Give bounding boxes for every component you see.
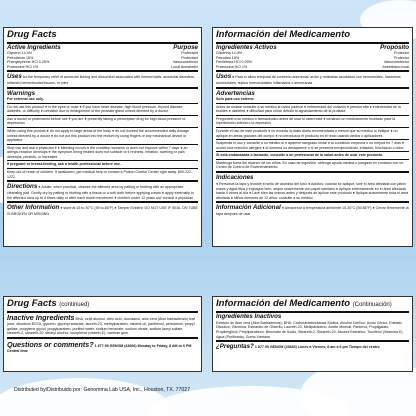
ingredient-purpose: Vasoconstrictor — [172, 60, 198, 65]
external-use-note: For external use only. — [7, 96, 44, 101]
questions-section — [216, 340, 409, 351]
ingredient-name: Glycerin 14.4% — [7, 50, 33, 55]
warning-line: Do not use this product ● in the eyes or nose ● if you have heart disease, high blood pressure, thyroid disease, diabetes, or difficulty in urination due to enlargement of the prostate gland unless directed by a doctor — [7, 103, 198, 114]
uses-section — [216, 70, 409, 86]
ingredient-name: Pramoxina HCl 1% — [216, 64, 248, 69]
directions-text: ● Remueva la tapa y levante el sello de aluminio del tubo ● Adultos: cuando se aplique, lave el área afectada con jabón suave y agua tibia y enjuague bien, seque suavemente con papel sanitario ● Aplique externamente en el área afectada hasta 4 veces al día ● Lave bien las manos antes y después de aplicar este producto ● Aplique suavemente toda el área afectada ● Niños menores de 12 años: consulte a su médico — [216, 182, 409, 200]
inactive-ingredients-heading: Ingredientes Inactivos — [216, 312, 282, 320]
warning-line: Durante el uso de este producto ● no exceda la dosis diaria recomendada a menos que su médico lo indique ● no aplique en áreas grandes del cuerpo ● no introduzca el producto en el recto usando dedos o aplicadores — [216, 127, 409, 138]
other-information-text: ● store at 15 to 30°C (59 to 86°F) ● Tamper Evident: DO NOT USE IF SEAL ON TUBE IS BROKEN OR MISSING — [7, 206, 198, 217]
questions-section — [7, 337, 198, 354]
warnings-section — [7, 87, 198, 179]
warning-line: Antes de usarse consulte a su médico si usted padece ● enfermedad del corazón ● presión alta ● enfermedad de la tiroides ● diabetes ● dificultad para orinar debido al agrandamiento de la próstata — [216, 103, 409, 114]
ingredient-purpose: Protectant — [181, 50, 198, 55]
panel-title-suffix: (Continuación) — [352, 302, 392, 308]
panel-title: Drug Facts — [7, 30, 198, 44]
directions-section — [216, 171, 409, 200]
warning-line: Ask a doctor or pharmacist before use if you are ● presently taking a prescription drug for high blood pressure or depression — [7, 115, 198, 126]
directions-heading: Indicaciones — [216, 174, 254, 182]
other-information-heading: Other Information — [7, 204, 60, 212]
ingredient-purpose: Protectant — [181, 55, 198, 60]
uses-heading: Usos — [216, 73, 232, 81]
ingredient-row — [7, 65, 198, 70]
panel-title: Información del Medicamento — [216, 30, 409, 44]
directions-heading: Directions — [7, 183, 38, 191]
active-ingredients-header — [7, 44, 198, 51]
ingredient-list — [216, 51, 409, 70]
uses-heading: Uses — [7, 73, 22, 81]
warnings-section — [216, 87, 409, 170]
ingredient-name: Glicerina 14.4% — [216, 50, 243, 55]
ingredient-purpose: Anestésico local — [382, 64, 409, 69]
purpose-heading: Purpose — [173, 43, 198, 51]
inactive-ingredients-text: BHA, cetyl alcohol, citric acid, docosanol, aloe vera (Aloe barbadensis) leaf juice, disodium EDTA, glycerin, glyceryl stearate, laureth-23, methylparaben, mineral oil, panthenol, petrolatum, propyl gallate, propylene glycol, propylparaben, purified water, sodium benzoate, sodium citrate, sodium lauryl sulfate, steareth-2, steareth-20, stearyl alcohol, tocopherol (vitamin E), xanthan gum — [7, 316, 195, 336]
uses-text: for the temporary relief of anorectal itching and discomfort associated with hemorrhoids, anorectal disorders, inflamed hemorrhoidal tissues, or piles — [7, 75, 195, 86]
panel-title-suffix: (continued) — [59, 302, 90, 308]
questions-heading: Questions or comments? — [7, 339, 94, 349]
ingredient-purpose: Vasoconstrictor — [383, 60, 409, 65]
warning-line: Stop use and ask a physician if ● bleeding occurs ● the condition worsens or does not improve within 7 days ● an allergic reaction develops ● the symptom being treated does not subside or if redness, irritation, swelling or pain develops, persists, or increases — [7, 144, 198, 160]
ingredient-name: Petrolatum 15% — [7, 55, 34, 60]
active-ingredients-heading: Active Ingredients — [7, 43, 61, 51]
ingredient-purpose: Protector — [394, 55, 409, 60]
purpose-heading: Propósito — [380, 43, 409, 51]
drug-facts-panel-spanish — [212, 27, 413, 247]
ingredient-purpose: Local Anesthetic — [171, 64, 198, 69]
uses-text: ● Para el alivio temporal de comezón anorrectal, ardor y molestias asociados con hemorroides, trastornos anorrectales, tejidos hemorroidales inflamados o almorranas — [216, 75, 401, 86]
warning-line: If pregnant or breast-feeding, ask a health professional before use. — [7, 160, 198, 167]
other-information-heading: Información Adicional — [216, 204, 281, 212]
warning-line: Suspenda el uso y consulte a su médico si ● aparece sangrado rectal ● la condición empeora o no mejora en 7 días ● ocurre una reacción alérgica ● el síntoma no desaparece o si se presenta enrojecimiento, irritación, hinchazón o dolor — [216, 139, 409, 150]
other-information-text: ● Almacenar a temperatura ambiente 15-30°C (59-86°F) ● Cerrar firmemente la tapa después de usar — [216, 206, 409, 217]
ingredient-name: Pramoxine HCl 1% — [7, 64, 39, 69]
active-ingredients-header — [216, 44, 409, 51]
external-use-note: Solo para uso externo — [216, 96, 254, 101]
warning-line: Mantenga fuera del alcance de los niños. En caso de ingestión, obtenga ayuda médica o póngase en contacto con un Centro de Control de Envenenamiento. — [216, 159, 409, 170]
other-information-section — [216, 201, 409, 217]
questions-heading: ¿Preguntas? — [216, 343, 254, 351]
warnings-heading: Advertencias — [216, 89, 255, 97]
ingredient-name: Petrolato 15% — [216, 55, 240, 60]
ingredient-row — [216, 65, 409, 70]
drug-facts-continued-spanish — [212, 296, 413, 372]
distributor-line: Distributed by/Distribuido por: Genomma Lab USA, Inc., Houston, TX. 77027 — [14, 387, 191, 393]
drug-facts-continued-english — [3, 296, 202, 372]
background-cloud — [0, 378, 170, 416]
questions-text: 1 877 99 GENOM (43666) Monday to Friday, 8 AM to 6 PM Central time — [7, 343, 192, 354]
panel-title — [7, 299, 198, 313]
panel-title-text: Información del Medicamento — [216, 298, 351, 309]
other-information-section — [7, 201, 198, 217]
ingredient-list — [7, 51, 198, 70]
warning-line: Keep out of reach of children. If swallowed, get medical help or contact a Poison Control Center right away. 800-222-1222. — [7, 168, 198, 179]
inactive-ingredients-section — [7, 313, 198, 336]
drug-facts-panel-english — [3, 27, 202, 247]
warning-line: Si está embarazada o lactando, consulte a un profesional de la salud antes de usar este producto. — [216, 151, 409, 158]
panel-title — [216, 299, 409, 313]
warning-line: Pregúntele a su médico o farmacéutico antes de usar si usted está ● tomando un medicamento recetado para la hipertensión arterial o la depresión — [216, 115, 409, 126]
ingredient-name: Fenilefrina HCl 0.25% — [216, 60, 252, 65]
inactive-ingredients-text: Extracto de Aloe vera (Aloe Barbadensis), BHA, Carboximetilcelulosa Sódica, Alcohol Cetílico, Ácido Cítrico, Edetato Disódico, Glicerina, Estearato de Glicerilo, Laureth-23, Metilparabeno, Aceite Mineral, Pantenol, Propilgalato, Propilenglicol, Propilparabeno, Benzoato de Sodio, Steareth-2, Steareth-20, Alcohol Esteárico, Tocoferol (Vitamina E), Agua (Purificada), Goma Xantana — [216, 320, 404, 339]
ingredient-purpose: Protector — [394, 50, 409, 55]
inactive-ingredients-heading: Inactive Ingredients — [7, 312, 75, 322]
ingredient-name: Phenylephrine HCl 0.25% — [7, 60, 50, 65]
questions-text: 1 877 99 GENOM (43666) Lunes a Viernes, 8 am a 6 pm Tiempo del centro — [254, 345, 380, 350]
warnings-heading: Warnings — [7, 89, 36, 97]
directions-section — [7, 180, 198, 200]
active-ingredients-heading: Ingredientes Activos — [216, 43, 277, 51]
uses-section — [7, 70, 198, 86]
directions-text: ● Adults: when practical, cleanse the affected area by patting or blotting with an appropriate cleansing pad. Gently dry by patting or blotting with a tissue or a soft cloth before applying cream ● apply externally to the affected area up to 4 times daily or after each bowel movement ● children under 12 years old: consult a physician — [7, 185, 194, 200]
inactive-ingredients-section — [216, 313, 409, 339]
warning-line: When using this product ● do not apply to large areas of the body ● do not exceed the recommended daily dosage unless directed by a doctor ● do not put this product into the rectum by using fingers or any mechanical device or applicator — [7, 127, 198, 143]
panel-title-text: Drug Facts — [7, 298, 57, 309]
